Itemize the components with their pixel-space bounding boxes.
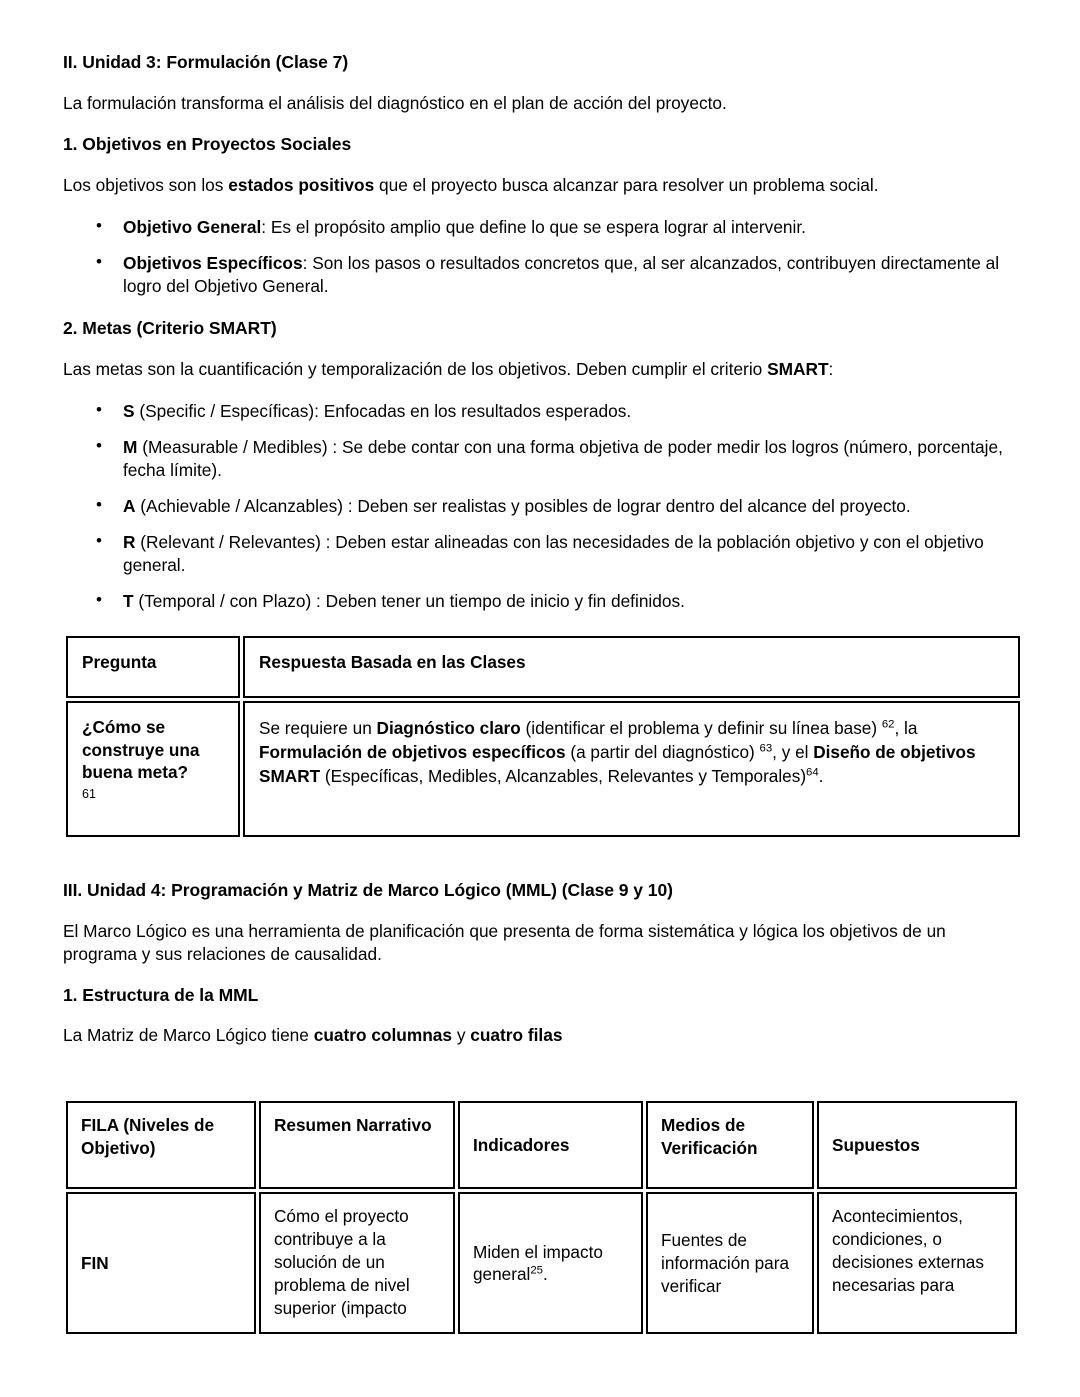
smart-letter-a: A [123, 495, 136, 516]
table-cell-resumen-narrativo: Cómo el proyecto contribuye a la solución de un problema de nivel superior (impacto [259, 1192, 455, 1334]
smart-letter-s: S [123, 400, 135, 421]
smart-text-t: (Temporal / con Plazo) : Deben tener un tiempo de inicio y fin definidos. [133, 590, 685, 611]
footnote-ref-63: 63 [759, 742, 773, 755]
smart-text-m: (Measurable / Medibles) : Se debe contar con una forma objetiva de poder medir los logros (número, porcentaje, fecha límite). [123, 436, 1003, 480]
objetivos-intro-emphasis: estados positivos [228, 174, 375, 195]
list-item [63, 590, 1022, 613]
table-header-row [66, 1101, 1017, 1189]
heading-unidad-3: II. Unidad 3: Formulación (Clase 7) [63, 52, 349, 72]
heading-estructura-mml: 1. Estructura de la MML [63, 984, 259, 1005]
pregunta-text: ¿Cómo se construye una buena meta? [82, 716, 200, 783]
table-header-row [66, 636, 1020, 698]
table-header-respuesta: Respuesta Basada en las Clases [243, 636, 1020, 698]
pregunta-footnote: 61 [82, 787, 96, 802]
objetivos-intro-post: que el proyecto busca alcanzar para resolver un problema social. [374, 174, 879, 195]
objetivos-list-block [63, 216, 1022, 298]
indicadores-tail: . [542, 1264, 548, 1285]
metas-intro-emphasis: SMART [767, 358, 829, 379]
smart-text-s: (Specific / Específicas): Enfocadas en los resultados esperados. [134, 400, 632, 421]
list-item [63, 436, 1022, 482]
table-row [66, 701, 1020, 837]
list-item [63, 400, 1022, 423]
list-item [63, 216, 1022, 239]
smart-text-r: (Relevant / Relevantes) : Deben estar alineadas con las necesidades de la población objetivo y con el objetivo general. [123, 531, 984, 575]
footnote-ref-64: 64 [806, 766, 819, 779]
respuesta-seg-2: (identificar el problema y definir su línea base) [520, 717, 882, 738]
smart-text-a: (Achievable / Alcanzables) : Deben ser realistas y posibles de lograr dentro del alcance del proyecto. [135, 495, 911, 516]
table-header-indicadores: Indicadores [458, 1101, 643, 1189]
heading-unidad-4: III. Unidad 4: Programación y Matriz de Marco Lógico (MML) (Clase 9 y 10) [63, 879, 673, 900]
respuesta-seg-7: . [818, 766, 824, 787]
respuesta-bold-formulacion: Formulación de objetivos específicos [259, 742, 566, 763]
smart-letter-t: T [123, 590, 134, 611]
table-header-medios-verificacion: Medios de Verificación [646, 1101, 814, 1189]
smart-list-block [63, 400, 1022, 613]
respuesta-seg-5: , y el [772, 742, 814, 763]
list-item [63, 252, 1022, 298]
mml-intro-mid: y [452, 1025, 471, 1046]
heading-metas-smart: 2. Metas (Criterio SMART) [63, 317, 277, 338]
objetivos-especificos-text: : Son los pasos o resultados concretos que, al ser alcanzados, contribuyen directamente al logro del Objetivo General. [123, 252, 1000, 296]
objetivos-especificos-label: Objetivos Específicos [123, 252, 303, 273]
respuesta-seg-6: (Específicas, Medibles, Alcanzables, Relevantes y Temporales) [320, 766, 807, 787]
paragraph-unidad-4-intro: El Marco Lógico es una herramienta de planificación que presenta de forma sistemática y lógica los objetivos de un programa y sus relaciones de causalidad. [63, 920, 946, 964]
paragraph-estructura-mml [63, 1024, 1022, 1047]
table-cell-indicadores [458, 1192, 643, 1334]
objetivos-list [63, 216, 1022, 298]
smart-letter-r: R [123, 531, 136, 552]
section-spacer [63, 840, 1022, 880]
table-cell-pregunta [66, 701, 240, 837]
objetivo-general-text: : Es el propósito amplio que define lo que se espera lograr al intervenir. [261, 216, 806, 237]
respuesta-seg-1: Se requiere un [259, 717, 377, 738]
table-pregunta-respuesta [63, 633, 1023, 840]
table-cell-respuesta [243, 701, 1020, 837]
table-cell-supuestos: Acontecimientos, condiciones, o decisiones externas necesarias para [817, 1192, 1017, 1334]
objetivos-intro-pre: Los objetivos son los [63, 174, 229, 195]
list-item [63, 531, 1022, 577]
heading-objetivos-proyectos-sociales: 1. Objetivos en Proyectos Sociales [63, 133, 352, 154]
indicadores-text: Miden el impacto general [473, 1241, 603, 1285]
table-header-pregunta: Pregunta [66, 636, 240, 698]
table-row [66, 1192, 1017, 1334]
paragraph-objetivos-intro [63, 174, 1022, 197]
respuesta-bold-diagnostico: Diagnóstico claro [376, 717, 521, 738]
respuesta-seg-3: , la [894, 717, 918, 738]
mml-intro-pre: La Matriz de Marco Lógico tiene [63, 1025, 314, 1046]
table-spacer [63, 1066, 1022, 1098]
metas-intro-pre: Las metas son la cuantificación y temporalización de los objetivos. Deben cumplir el criterio [63, 358, 768, 379]
metas-intro-post: : [828, 358, 834, 379]
paragraph-metas-intro [63, 358, 1022, 381]
paragraph-unidad-3-intro: La formulación transforma el análisis del diagnóstico en el plan de acción del proyecto. [63, 92, 727, 113]
respuesta-seg-4: (a partir del diagnóstico) [565, 742, 760, 763]
footnote-ref-25: 25 [530, 1264, 543, 1277]
table-cell-nivel-fin: FIN [66, 1192, 256, 1334]
table-header-fila: FILA (Niveles de Objetivo) [66, 1101, 256, 1189]
footnote-ref-62: 62 [881, 717, 895, 730]
mml-intro-bold-filas: cuatro filas [470, 1025, 563, 1046]
smart-list [63, 400, 1022, 613]
respuesta-bold-diseno-smart: Diseño de objetivos SMART [259, 742, 976, 787]
table-header-supuestos: Supuestos [817, 1101, 1017, 1189]
mml-intro-bold-columnas: cuatro columnas [313, 1025, 453, 1046]
smart-letter-m: M [123, 436, 138, 457]
table-matriz-marco-logico [63, 1098, 1020, 1337]
table-cell-medios-verificacion: Fuentes de información para verificar [646, 1192, 814, 1334]
objetivo-general-label: Objetivo General [123, 216, 262, 237]
list-item [63, 495, 1022, 518]
table-header-resumen-narrativo: Resumen Narrativo [259, 1101, 455, 1189]
